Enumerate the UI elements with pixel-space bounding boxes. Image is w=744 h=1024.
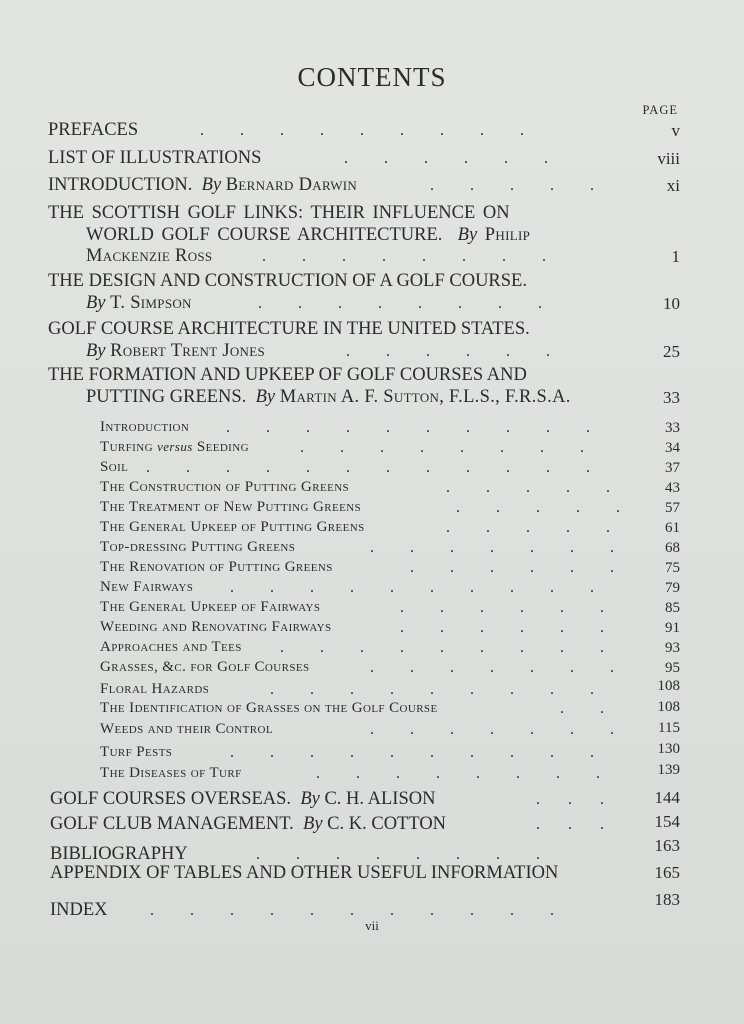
dot-leader: . . . . .: [446, 519, 610, 536]
dot-leader: . . . . .: [446, 479, 610, 496]
dot-leader: . . .: [536, 791, 604, 808]
by-label: By: [457, 225, 478, 245]
toc-page-number: 25: [663, 342, 680, 361]
subentry-title: The Diseases of Turf: [100, 765, 242, 781]
toc-page-number: 154: [654, 812, 680, 831]
page-title: CONTENTS: [297, 62, 447, 92]
author-name: Mackenzie Ross: [86, 246, 213, 266]
dot-leader: . . . . . . . .: [256, 846, 540, 863]
subentry-title: The General Upkeep of Fairways: [100, 599, 321, 615]
subentry-page: 75: [665, 560, 680, 576]
toc-page-number: 183: [654, 890, 680, 909]
subentry-page: 93: [665, 640, 680, 656]
toc-page-number: 33: [663, 388, 680, 407]
subentry-title: The Identification of Grasses on the Golf Course: [100, 700, 438, 716]
by-label: By: [86, 341, 106, 361]
subentry-title: The Treatment of New Putting Greens: [100, 499, 362, 515]
dot-leader: . . . . . . .: [370, 659, 614, 676]
toc-entry-author-line: [86, 340, 265, 362]
subentry-title: Weeding and Renovating Fairways: [100, 619, 332, 635]
subentry-page: 68: [665, 540, 680, 556]
subentry-page: 85: [665, 600, 680, 616]
subentry-page: 43: [665, 480, 680, 496]
dot-leader: . . . . . . . .: [258, 295, 542, 312]
dot-leader: . . . . . .: [344, 150, 548, 167]
dot-leader: . . . . . . .: [370, 721, 614, 738]
dot-leader: . . . . . . . . .: [270, 681, 594, 698]
subentry-text: Turfing: [100, 439, 153, 455]
toc-entry-list-of-illustrations: LIST OF ILLUSTRATIONS: [48, 148, 262, 168]
toc-page-number: v: [671, 121, 680, 140]
subentry-title: Weeds and their Control: [100, 721, 273, 737]
toc-page-number: 10: [663, 294, 680, 313]
entry-title: INTRODUCTION.: [48, 175, 193, 195]
subentry-page: 37: [665, 460, 680, 476]
author-name: C. H. ALISON: [324, 789, 436, 809]
by-label: By: [255, 387, 276, 407]
dot-leader: . . . . . . . . .: [280, 639, 604, 656]
page-column-header: PAGE: [642, 103, 678, 117]
entry-title: GOLF CLUB MANAGEMENT.: [50, 814, 294, 834]
subentry-title: The Construction of Putting Greens: [100, 479, 350, 495]
page-folio: vii: [365, 918, 379, 933]
subentry-page: 108: [657, 678, 680, 694]
dot-leader: . . . . . . .: [370, 539, 614, 556]
subentry-title: Turf Pests: [100, 744, 173, 760]
toc-entry-scottish-golf-links: THE SCOTTISH GOLF LINKS: THEIR INFLUENCE ON: [48, 203, 510, 223]
toc-page-number: 144: [654, 788, 680, 807]
toc-entry-bibliography: BIBLIOGRAPHY: [50, 844, 188, 864]
toc-entry-continuation: [86, 386, 571, 408]
subentry-page: 91: [665, 620, 680, 636]
toc-entry-appendix: APPENDIX OF TABLES AND OTHER USEFUL INFORMATION: [50, 863, 559, 883]
toc-entry-golf-courses-overseas: [50, 788, 435, 810]
dot-leader: . . . . . .: [346, 343, 550, 360]
toc-entry-formation-and-upkeep: THE FORMATION AND UPKEEP OF GOLF COURSES AND: [48, 365, 527, 385]
subentry-title: The General Upkeep of Putting Greens: [100, 519, 365, 535]
subentry-page: 57: [665, 500, 680, 516]
author-name: Martin A. F. Sutton, F.L.S., F.R.S.A.: [279, 387, 571, 407]
subentry-title: Introduction: [100, 419, 190, 435]
author-name: Philip: [484, 225, 531, 245]
subentry-page: 34: [665, 440, 680, 456]
dot-leader: . . . . . . . .: [316, 765, 600, 782]
entry-title-continued: WORLD GOLF COURSE ARCHITECTURE.: [86, 225, 443, 245]
toc-page-number: 1: [671, 247, 680, 266]
subentry-page: 79: [665, 580, 680, 596]
subentry-page: 95: [665, 660, 680, 676]
subentry-page: 61: [665, 520, 680, 536]
subentry-page: 130: [657, 741, 680, 757]
subentry-title: Approaches and Tees: [100, 639, 242, 655]
toc-entry-introduction: [48, 174, 357, 196]
dot-leader: . . . . . . . . .: [200, 122, 524, 139]
toc-entry-golf-club-management: [50, 813, 446, 835]
toc-entry-index: INDEX: [50, 900, 108, 920]
by-label: By: [86, 293, 106, 313]
dot-leader: . . . . .: [456, 499, 620, 516]
subentry-page: 115: [658, 720, 680, 736]
toc-entry-design-and-construction: THE DESIGN AND CONSTRUCTION OF A GOLF COURSE.: [48, 271, 527, 291]
dot-leader: . . . . . .: [410, 559, 614, 576]
by-label: By: [303, 814, 323, 834]
dot-leader: . . . . .: [430, 177, 594, 194]
toc-entry-continuation: [86, 224, 530, 246]
subentry-text-italic: versus: [157, 439, 193, 454]
dot-leader: . . . . . .: [400, 619, 604, 636]
author-name: T. Simpson: [110, 293, 192, 313]
author-name: Robert Trent Jones: [110, 341, 266, 361]
toc-page-number: viii: [657, 149, 680, 168]
subentry-title: Top-dressing Putting Greens: [100, 539, 296, 555]
toc-page-number: 165: [654, 863, 680, 882]
subentry-text: Seeding: [196, 439, 249, 455]
subentry-title: [100, 438, 249, 456]
subentry-page: 33: [665, 420, 680, 436]
subentry-title: Grasses, &c. for Golf Courses: [100, 659, 310, 675]
by-label: By: [300, 789, 320, 809]
toc-page-number: 163: [654, 836, 680, 855]
dot-leader: . . . . . .: [400, 599, 604, 616]
dot-leader: . . . . . . . .: [300, 439, 584, 456]
toc-page-number: xi: [666, 176, 680, 195]
dot-leader: . . . . . . . . . .: [230, 744, 594, 761]
toc-entry-prefaces: PREFACES: [48, 120, 139, 140]
toc-entry-architecture-united-states: GOLF COURSE ARCHITECTURE IN THE UNITED STATES.: [48, 319, 530, 339]
author-name: Bernard Darwin: [225, 175, 358, 195]
dot-leader: . . . . . . . . . .: [230, 579, 594, 596]
entry-title: GOLF COURSES OVERSEAS.: [50, 789, 292, 809]
dot-leader: . .: [560, 700, 604, 717]
dot-leader: . . . . . . . . . . .: [150, 902, 554, 919]
subentry-page: 108: [657, 699, 680, 715]
subentry-title: Floral Hazards: [100, 681, 210, 697]
author-name: C. K. COTTON: [327, 814, 447, 834]
dot-leader: . . .: [536, 816, 604, 833]
subentry-title: The Renovation of Putting Greens: [100, 559, 333, 575]
by-label: By: [201, 175, 222, 195]
toc-entry-author-line: [86, 292, 192, 314]
dot-leader: . . . . . . . . . .: [226, 419, 590, 436]
subentry-title: New Fairways: [100, 579, 194, 595]
dot-leader: . . . . . . . . . . . .: [146, 459, 590, 476]
subentry-title: Soil: [100, 459, 129, 475]
dot-leader: . . . . . . . .: [262, 248, 546, 265]
entry-title-continued: PUTTING GREENS.: [86, 387, 247, 407]
subentry-page: 139: [657, 762, 680, 778]
toc-entry-author-line: [86, 245, 212, 267]
